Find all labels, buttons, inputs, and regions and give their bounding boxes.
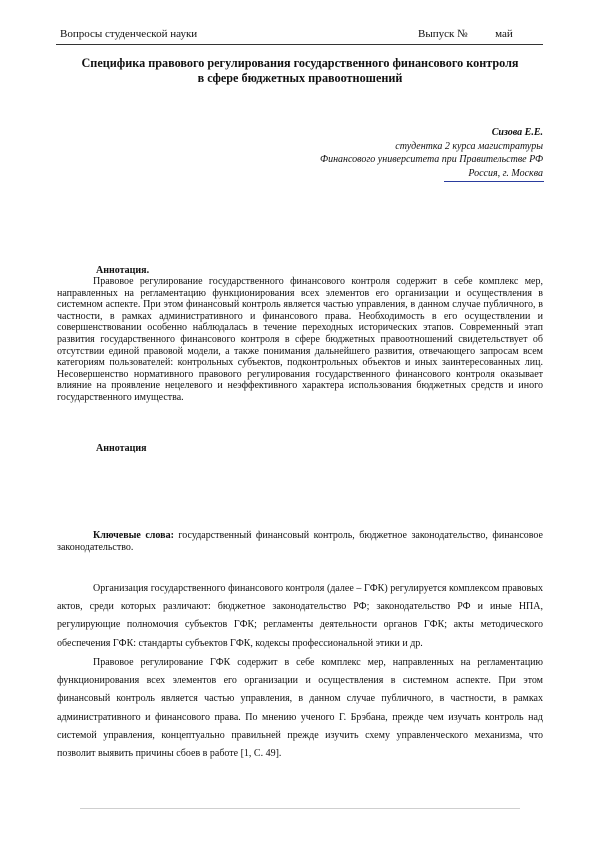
body-paragraph-1: Организация государственного финансового контроля (далее – ГФК) регулируется комплексом правовых актов, среди которых различают: бюджетное законодательство РФ; законодательство РФ и иные НПА, регулирующие полномочия субъектов ГФК; регламенты деятельности органов ГФК; акты методического обеспечения ГФК: стандарты субъектов ГФК, кодексы профессиональной этики и др. <box>57 583 543 649</box>
footer-divider <box>80 808 520 809</box>
article-title <box>56 56 544 86</box>
body-paragraph-2: Правовое регулирование ГФК содержит в себе комплекс мер, направленных на регламентацию функционирования всех элементов его организации и осуществления в системном аспекте. При этом финансовый контроль является частью управления, в данном случае публичного, в частности, в рамках административного и финансового права. По мнению ученого Г. Брэбана, прежде чем изучать контроль над системой управления, концептуально правильней прежде изучить схему управленческого механизма, что позволит выявить причины сбоев в работе [1, С. 49]. <box>57 657 543 760</box>
header-divider <box>56 44 543 45</box>
issue-label: Выпуск № май <box>418 28 513 40</box>
author-position: студентка 2 курса магистратуры <box>395 140 543 152</box>
author-underline <box>444 181 544 182</box>
keywords <box>57 530 543 553</box>
author-block <box>320 126 543 180</box>
author-location: Россия, г. Москва <box>468 167 543 179</box>
author-name: Сизова Е.Е. <box>491 127 543 138</box>
title-line-1: Специфика правового регулирования государственного финансового контроля <box>81 56 519 70</box>
abstract-heading: Аннотация. <box>96 265 150 276</box>
title-line-2: в сфере бюджетных правоотношений <box>197 71 403 85</box>
keywords-text: государственный финансовый контроль, бюджетное законодательство, финансовое законодательство. <box>57 530 543 553</box>
abstract-text: Правовое регулирование государственного финансового контроля содержит в себе комплекс мер, направленных на регламентацию функционирования всех элементов его организации и осуществления в системном аспекте. При этом финансовый контроль является частью управления, в данном случае публичного, в частности, в рамках административного и финансового права. Необходимость в его осуществлении и совершенствовании особенно наблюдалась в течение переходных исторических этапов. Современный этап развития государственного финансового контроля в сфере бюджетных правоотношений свидетельствует об отсутствии единой правовой модели, а также понимания дальнейшего развития, отвечающего запросам всем категориям пользователей: контрольных субъектов, подконтрольных объектов и иных заинтересованных лиц. Несовершенство нормативного правового регулирования государственного финансового контроля оказывает влияние на проявление нецелевого и неэффективного характера использования бюджетных средств и иного государственного имущества. <box>57 276 543 403</box>
keywords-label: Ключевые слова: <box>93 530 174 541</box>
abstract-heading-secondary: Аннотация <box>96 443 147 454</box>
author-affiliation: Финансового университета при Правительстве РФ <box>320 154 543 165</box>
journal-name: Вопросы студенческой науки <box>60 28 198 40</box>
